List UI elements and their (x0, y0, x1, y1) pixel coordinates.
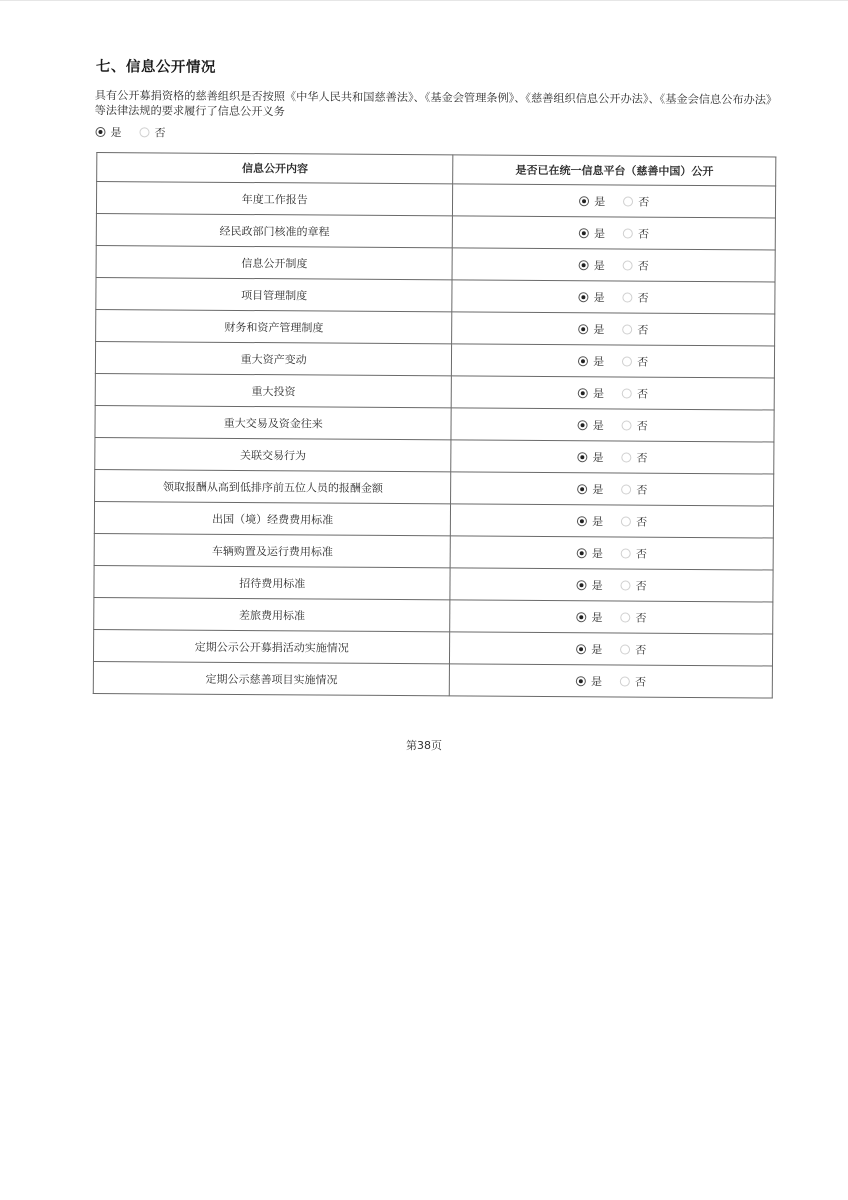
row-no-radio[interactable] (623, 260, 633, 270)
row-item-label: 车辆购置及运行费用标准 (94, 534, 451, 568)
row-yes-label: 是 (592, 418, 604, 432)
compliance-yes-radio[interactable] (95, 127, 105, 137)
row-no-label: 否 (637, 323, 649, 337)
row-radio-cell (451, 408, 774, 442)
row-yes-radio[interactable] (577, 516, 587, 526)
row-radio-cell (450, 568, 773, 602)
table-row (94, 502, 773, 539)
table-row (95, 406, 774, 443)
row-yes-label: 是 (591, 546, 603, 560)
row-yes-radio[interactable] (578, 420, 588, 430)
row-yes-label: 是 (592, 450, 604, 464)
row-yes-label: 是 (593, 258, 605, 272)
row-item-label: 信息公开制度 (96, 246, 453, 280)
row-item-label: 重大资产变动 (95, 342, 452, 376)
table-row (94, 534, 773, 571)
row-item-label: 项目管理制度 (96, 278, 453, 312)
table-row (93, 630, 772, 667)
table-row (95, 342, 774, 379)
row-radio-cell (450, 664, 773, 698)
table-row (96, 310, 775, 347)
table-header-row (97, 153, 776, 187)
row-no-radio[interactable] (622, 452, 632, 462)
row-item-label: 出国（境）经费费用标准 (94, 502, 451, 536)
row-radio-cell (451, 440, 774, 474)
row-item-label: 关联交易行为 (95, 438, 452, 472)
row-radio-cell (452, 280, 775, 314)
row-yes-label: 是 (592, 514, 604, 528)
row-radio-cell (452, 344, 775, 378)
info-disclosure-section (91, 55, 785, 699)
row-yes-label: 是 (593, 290, 605, 304)
row-yes-radio[interactable] (578, 324, 588, 334)
row-yes-label: 是 (591, 610, 603, 624)
row-radio-group (578, 449, 648, 465)
row-radio-group (579, 257, 649, 273)
row-item-label: 重大交易及资金往来 (95, 406, 452, 440)
row-yes-label: 是 (591, 642, 603, 656)
row-no-radio[interactable] (622, 356, 632, 366)
compliance-no-label: 否 (154, 126, 166, 140)
row-item-label: 财务和资产管理制度 (96, 310, 453, 344)
row-yes-radio[interactable] (578, 388, 588, 398)
row-yes-radio[interactable] (576, 644, 586, 654)
row-radio-group (578, 385, 648, 401)
disclosure-rows (93, 182, 775, 698)
row-no-radio[interactable] (622, 324, 632, 334)
row-no-label: 否 (636, 515, 648, 529)
row-no-radio[interactable] (623, 292, 633, 302)
row-radio-group (577, 481, 647, 497)
compliance-yes-label: 是 (110, 126, 122, 140)
row-no-label: 否 (635, 547, 647, 561)
row-radio-group (577, 545, 647, 561)
table-row (94, 566, 773, 603)
row-no-radio[interactable] (621, 516, 631, 526)
scan-top-edge (0, 0, 848, 5)
table-row (93, 662, 772, 699)
row-yes-label: 是 (592, 482, 604, 496)
row-yes-radio[interactable] (578, 452, 588, 462)
row-yes-radio[interactable] (579, 228, 589, 238)
row-radio-cell (453, 184, 776, 218)
row-yes-radio[interactable] (576, 676, 586, 686)
table-row (95, 374, 774, 411)
header-content: 信息公开内容 (97, 153, 454, 184)
row-no-label: 否 (635, 643, 647, 657)
row-radio-group (579, 225, 649, 241)
row-yes-label: 是 (594, 226, 606, 240)
row-yes-label: 是 (592, 386, 605, 400)
row-radio-group (577, 513, 647, 529)
row-no-label: 否 (637, 355, 649, 369)
compliance-radio-group (95, 124, 183, 141)
row-yes-radio[interactable] (579, 260, 589, 270)
page-number: 第38页 (406, 739, 442, 752)
table-row (96, 214, 775, 251)
row-no-radio[interactable] (621, 580, 631, 590)
row-no-radio[interactable] (622, 388, 632, 398)
row-no-label: 否 (636, 483, 648, 497)
row-radio-group (576, 641, 646, 657)
row-item-label: 重大投资 (95, 374, 452, 408)
row-radio-cell (452, 376, 775, 410)
row-no-radio[interactable] (621, 548, 631, 558)
table-row (94, 598, 773, 635)
row-radio-cell (452, 312, 775, 346)
row-item-label: 年度工作报告 (96, 182, 453, 216)
row-item-label: 差旅费用标准 (94, 598, 451, 632)
table-row (95, 470, 774, 507)
row-yes-radio[interactable] (577, 484, 587, 494)
row-no-radio[interactable] (622, 420, 632, 430)
row-no-label: 否 (638, 227, 650, 241)
row-no-radio[interactable] (620, 644, 630, 654)
table-row (96, 246, 775, 283)
row-radio-cell (451, 472, 774, 506)
row-no-label: 否 (635, 611, 647, 625)
row-radio-cell (451, 536, 774, 570)
row-no-radio[interactable] (623, 228, 633, 238)
row-no-radio[interactable] (620, 676, 630, 686)
row-yes-radio[interactable] (577, 548, 587, 558)
row-radio-group (578, 417, 648, 433)
row-yes-label: 是 (593, 322, 605, 336)
row-yes-label: 是 (591, 578, 603, 592)
row-no-label: 否 (637, 291, 649, 305)
row-no-label: 否 (637, 259, 649, 273)
row-item-label: 定期公示慈善项目实施情况 (93, 662, 450, 696)
row-yes-label: 是 (593, 354, 605, 368)
row-radio-group (577, 577, 647, 593)
row-radio-cell (450, 600, 773, 634)
row-item-label: 招待费用标准 (94, 566, 451, 600)
row-no-label: 否 (638, 195, 650, 209)
row-no-radio[interactable] (623, 196, 633, 206)
row-item-label: 领取报酬从高到低排序前五位人员的报酬金额 (95, 470, 452, 504)
row-no-radio[interactable] (620, 612, 630, 622)
row-yes-radio[interactable] (579, 196, 589, 206)
row-radio-group (576, 673, 646, 689)
section-title: 七、信息公开情况 (95, 59, 216, 76)
row-yes-radio[interactable] (577, 580, 587, 590)
row-no-label: 否 (635, 579, 647, 593)
row-radio-group (576, 609, 646, 625)
compliance-no-radio[interactable] (139, 127, 149, 137)
row-radio-cell (451, 504, 774, 538)
row-radio-cell (450, 632, 773, 666)
row-no-label: 否 (636, 419, 648, 433)
row-yes-label: 是 (594, 194, 606, 208)
row-radio-group (579, 289, 649, 305)
table-row (96, 278, 775, 315)
row-radio-cell (453, 216, 776, 250)
row-item-label: 经民政部门核准的章程 (96, 214, 453, 248)
row-no-radio[interactable] (621, 484, 631, 494)
disclosure-table (93, 152, 777, 698)
row-yes-label: 是 (591, 674, 603, 688)
header-platform: 是否已在统一信息平台（慈善中国）公开 (453, 155, 776, 186)
row-no-label: 否 (636, 451, 648, 465)
table-row (95, 438, 774, 475)
table-row (96, 182, 775, 219)
row-radio-group (578, 353, 648, 369)
row-no-label: 否 (635, 675, 647, 689)
row-yes-radio[interactable] (579, 292, 589, 302)
row-no-label: 否 (636, 387, 649, 401)
row-radio-group (579, 193, 649, 209)
row-item-label: 定期公示公开募捐活动实施情况 (93, 630, 450, 664)
row-yes-radio[interactable] (578, 356, 588, 366)
row-radio-group (578, 321, 648, 337)
row-radio-cell (452, 248, 775, 282)
row-yes-radio[interactable] (576, 612, 586, 622)
section-intro: 具有公开募捐资格的慈善组织是否按照《中华人民共和国慈善法》、《基金会管理条例》、《慈善组织信息公开办法》、《基金会信息公布办法》等法律法规的要求履行了信息公开义务 (94, 88, 778, 119)
